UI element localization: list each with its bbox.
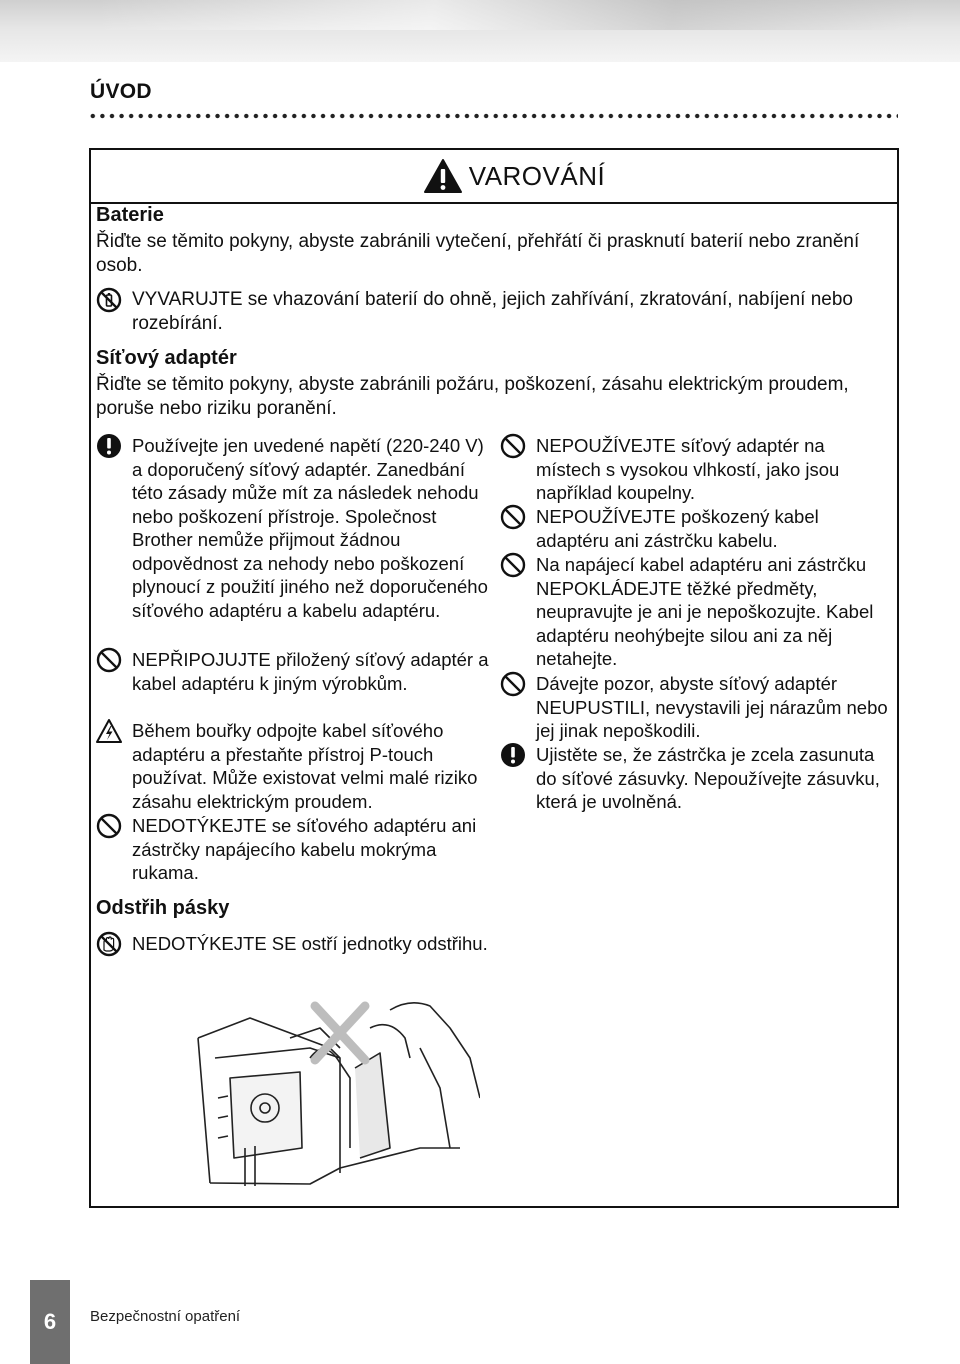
adapter-left-item-4 — [96, 814, 496, 885]
battery-item — [96, 288, 896, 336]
adapter-right-item-5-text: Ujistěte se, že zástrčka je zcela zasunuta do síťové zásuvky. Nepoužívejte zásuvku, která je uvolněná. — [536, 744, 880, 812]
warning-header — [91, 150, 897, 204]
prohibition-icon — [500, 433, 526, 459]
adapter-right-item-2-text: NEPOUŽÍVEJTE poškozený kabel adaptéru ani zástrčku kabelu. — [536, 506, 819, 551]
adapter-right-item-3 — [500, 553, 892, 671]
adapter-right-item-3-text: Na napájecí kabel adaptéru ani zástrčku NEPOKLÁDEJTE těžké předměty, neupravujte je ani je nepoškozujte. Kabel adaptéru neohýbejte silou ani za něj netahejte. — [536, 554, 874, 669]
cutter-illustration — [190, 998, 480, 1188]
adapter-right-item-1 — [500, 434, 892, 505]
cutter-item-text: NEDOTÝKEJTE SE ostří jednotky odstřihu. — [132, 933, 488, 954]
adapter-right-item-4 — [500, 672, 892, 743]
prohibition-icon — [500, 504, 526, 530]
adapter-left-item-1-text: Používejte jen uvedené napětí (220-240 V) a doporučený síťový adaptér. Zanedbání této zásady může mít za následek nehodu nebo poškození přístroje. Společnost Brother nemůže přijmout žádnou odpovědnost za nehody nebo poškození plynoucí z použití jiného než doporučeného síťového adaptéru a kabelu adaptéru. — [132, 435, 488, 621]
battery-intro: Řiďte se těmito pokyny, abyste zabránili vytečení, přehřátí či prasknutí baterií nebo zranění osob. — [96, 231, 860, 276]
adapter-left-item-1 — [96, 434, 496, 622]
no-fire-icon — [96, 287, 122, 313]
page-number-tab: 6 — [30, 1280, 70, 1364]
top-header-band — [0, 0, 960, 62]
adapter-left-item-3 — [96, 719, 496, 813]
adapter-intro: Řiďte se těmito pokyny, abyste zabránili požáru, poškození, zásahu elektrickým proudem, poruše nebo riziku poranění. — [96, 374, 849, 419]
electric-shock-icon — [96, 718, 122, 744]
adapter-right-item-1-text: NEPOUŽÍVEJTE síťový adaptér na místech s vysokou vlhkostí, jako jsou například koupelny. — [536, 435, 840, 503]
prohibition-icon — [500, 671, 526, 697]
warning-triangle-icon — [423, 158, 463, 194]
cutter-item — [96, 932, 496, 957]
battery-heading: Baterie — [96, 204, 164, 226]
battery-item-text: VYVARUJTE se vhazování baterií do ohně, jejich zahřívání, zkratování, nabíjení nebo rozebírání. — [132, 289, 853, 334]
adapter-left-item-2 — [96, 648, 496, 695]
mandatory-icon — [500, 742, 526, 768]
chapter-title: ÚVOD — [90, 80, 152, 103]
adapter-right-item-5 — [500, 743, 892, 814]
adapter-right-item-2 — [500, 505, 892, 552]
prohibition-icon — [500, 552, 526, 578]
prohibition-icon — [96, 813, 122, 839]
header-streak — [0, 0, 960, 30]
adapter-left-item-2-text: NEPŘIPOJUJTE přiložený síťový adaptér a kabel adaptéru k jiným výrobkům. — [132, 649, 489, 694]
adapter-left-item-3-text: Během bouřky odpojte kabel síťového adaptéru a přestaňte přístroj P-touch používat. Může existovat velmi malé riziko zásahu elektrickým proudem. — [132, 720, 478, 812]
prohibition-icon — [96, 647, 122, 673]
mandatory-icon — [96, 433, 122, 459]
warning-title: VAROVÁNÍ — [468, 160, 606, 191]
cutter-heading: Odstřih pásky — [96, 897, 230, 919]
footer-section-label: Bezpečnostní opatření — [90, 1308, 241, 1325]
no-touch-icon — [96, 931, 122, 957]
adapter-left-item-4-text: NEDOTÝKEJTE se síťového adaptéru ani zástrčky napájecího kabelu mokrýma rukama. — [132, 815, 477, 883]
dotted-divider — [88, 112, 898, 120]
adapter-right-item-4-text: Dávejte pozor, abyste síťový adaptér NEUPUSTILI, nevystavili jej nárazům nebo jej jinak nepoškodili. — [536, 673, 888, 741]
adapter-heading: Síťový adaptér — [96, 347, 237, 369]
